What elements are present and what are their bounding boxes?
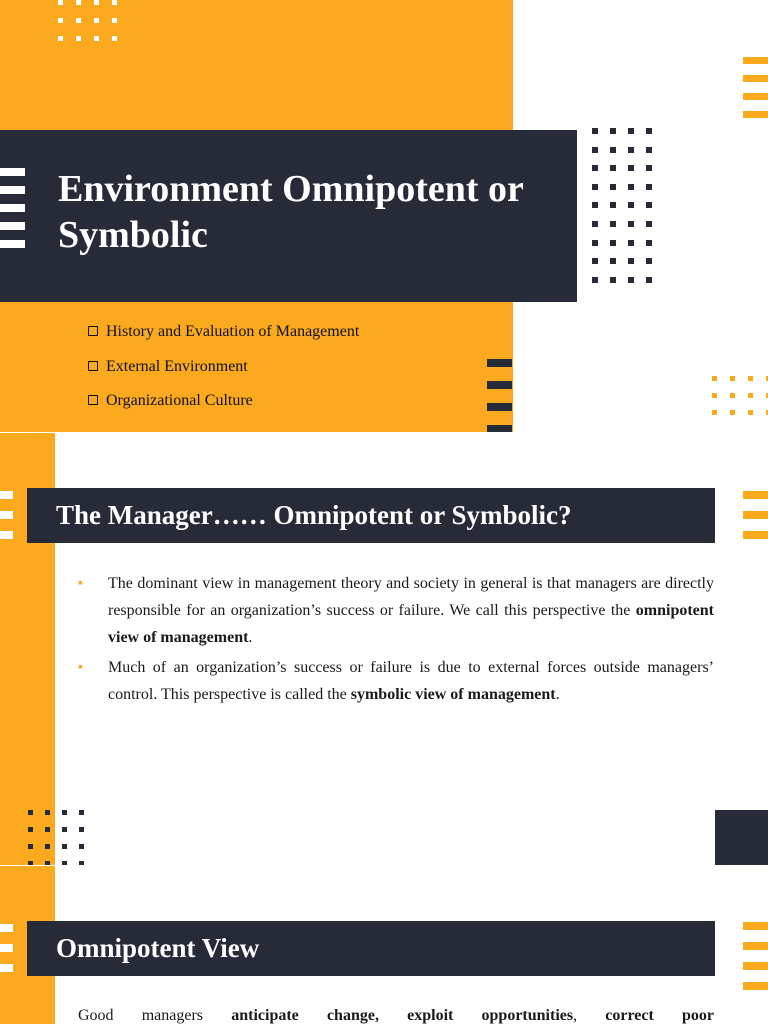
bold-term: omnipotent view of management bbox=[108, 602, 714, 646]
list-item bbox=[88, 320, 359, 355]
bold-term: symbolic view of management bbox=[350, 686, 556, 703]
slide-title: Environment Omnipotent or Symbolic bbox=[58, 168, 524, 256]
decorative-stripes bbox=[487, 359, 512, 432]
list-item bbox=[78, 654, 714, 708]
decorative-dot-grid bbox=[58, 0, 117, 41]
decorative-dot-grid bbox=[592, 128, 652, 283]
bullet-text: The dominant view in management theory and society in general is that managers are directly responsible for an organization’s success or failure. We call this perspective the bbox=[108, 575, 714, 619]
list-item bbox=[88, 355, 359, 390]
list-item bbox=[88, 389, 359, 424]
body-text-part: Good managers bbox=[78, 1007, 232, 1024]
decorative-stripes bbox=[0, 491, 13, 539]
slide-3 bbox=[0, 866, 768, 1024]
decorative-stripes bbox=[743, 922, 768, 990]
body-text bbox=[78, 1002, 714, 1024]
bullet-icon: ▪ bbox=[78, 576, 83, 591]
agenda-list bbox=[88, 320, 359, 424]
decorative-stripes bbox=[743, 57, 768, 118]
checkbox-icon bbox=[88, 361, 98, 371]
decorative-stripes bbox=[743, 491, 768, 539]
decorative-dot-grid bbox=[28, 810, 84, 865]
agenda-item-label: History and Evaluation of Management bbox=[106, 323, 360, 340]
agenda-item-label: Organizational Culture bbox=[106, 392, 253, 409]
decorative-stripes bbox=[0, 168, 25, 248]
decorative-dot-grid bbox=[712, 376, 768, 415]
section-heading: Omnipotent View bbox=[56, 933, 260, 963]
bullet-icon: ▪ bbox=[78, 660, 83, 675]
agenda-item-label: External Environment bbox=[106, 357, 248, 375]
bold-term: anticipate change, exploit opportunities bbox=[231, 1007, 574, 1024]
checkbox-icon bbox=[88, 395, 98, 405]
checkbox-icon bbox=[88, 326, 98, 336]
bullet-list bbox=[78, 570, 714, 711]
decorative-stripes bbox=[0, 924, 13, 972]
slide-1 bbox=[0, 0, 768, 432]
bullet-text-end: . bbox=[555, 686, 560, 703]
slide-2 bbox=[0, 433, 768, 865]
bullet-text: Much of an organization’s success or failure is due to external forces outside managers’ control. This perspective is called the bbox=[108, 659, 714, 703]
list-item bbox=[78, 570, 714, 651]
decorative-block bbox=[715, 810, 768, 865]
bold-term: correct poor bbox=[605, 1007, 715, 1024]
body-text-part: , bbox=[573, 1007, 606, 1024]
bullet-text-end: . bbox=[248, 629, 253, 646]
section-heading: The Manager…… Omnipotent or Symbolic? bbox=[56, 500, 572, 530]
